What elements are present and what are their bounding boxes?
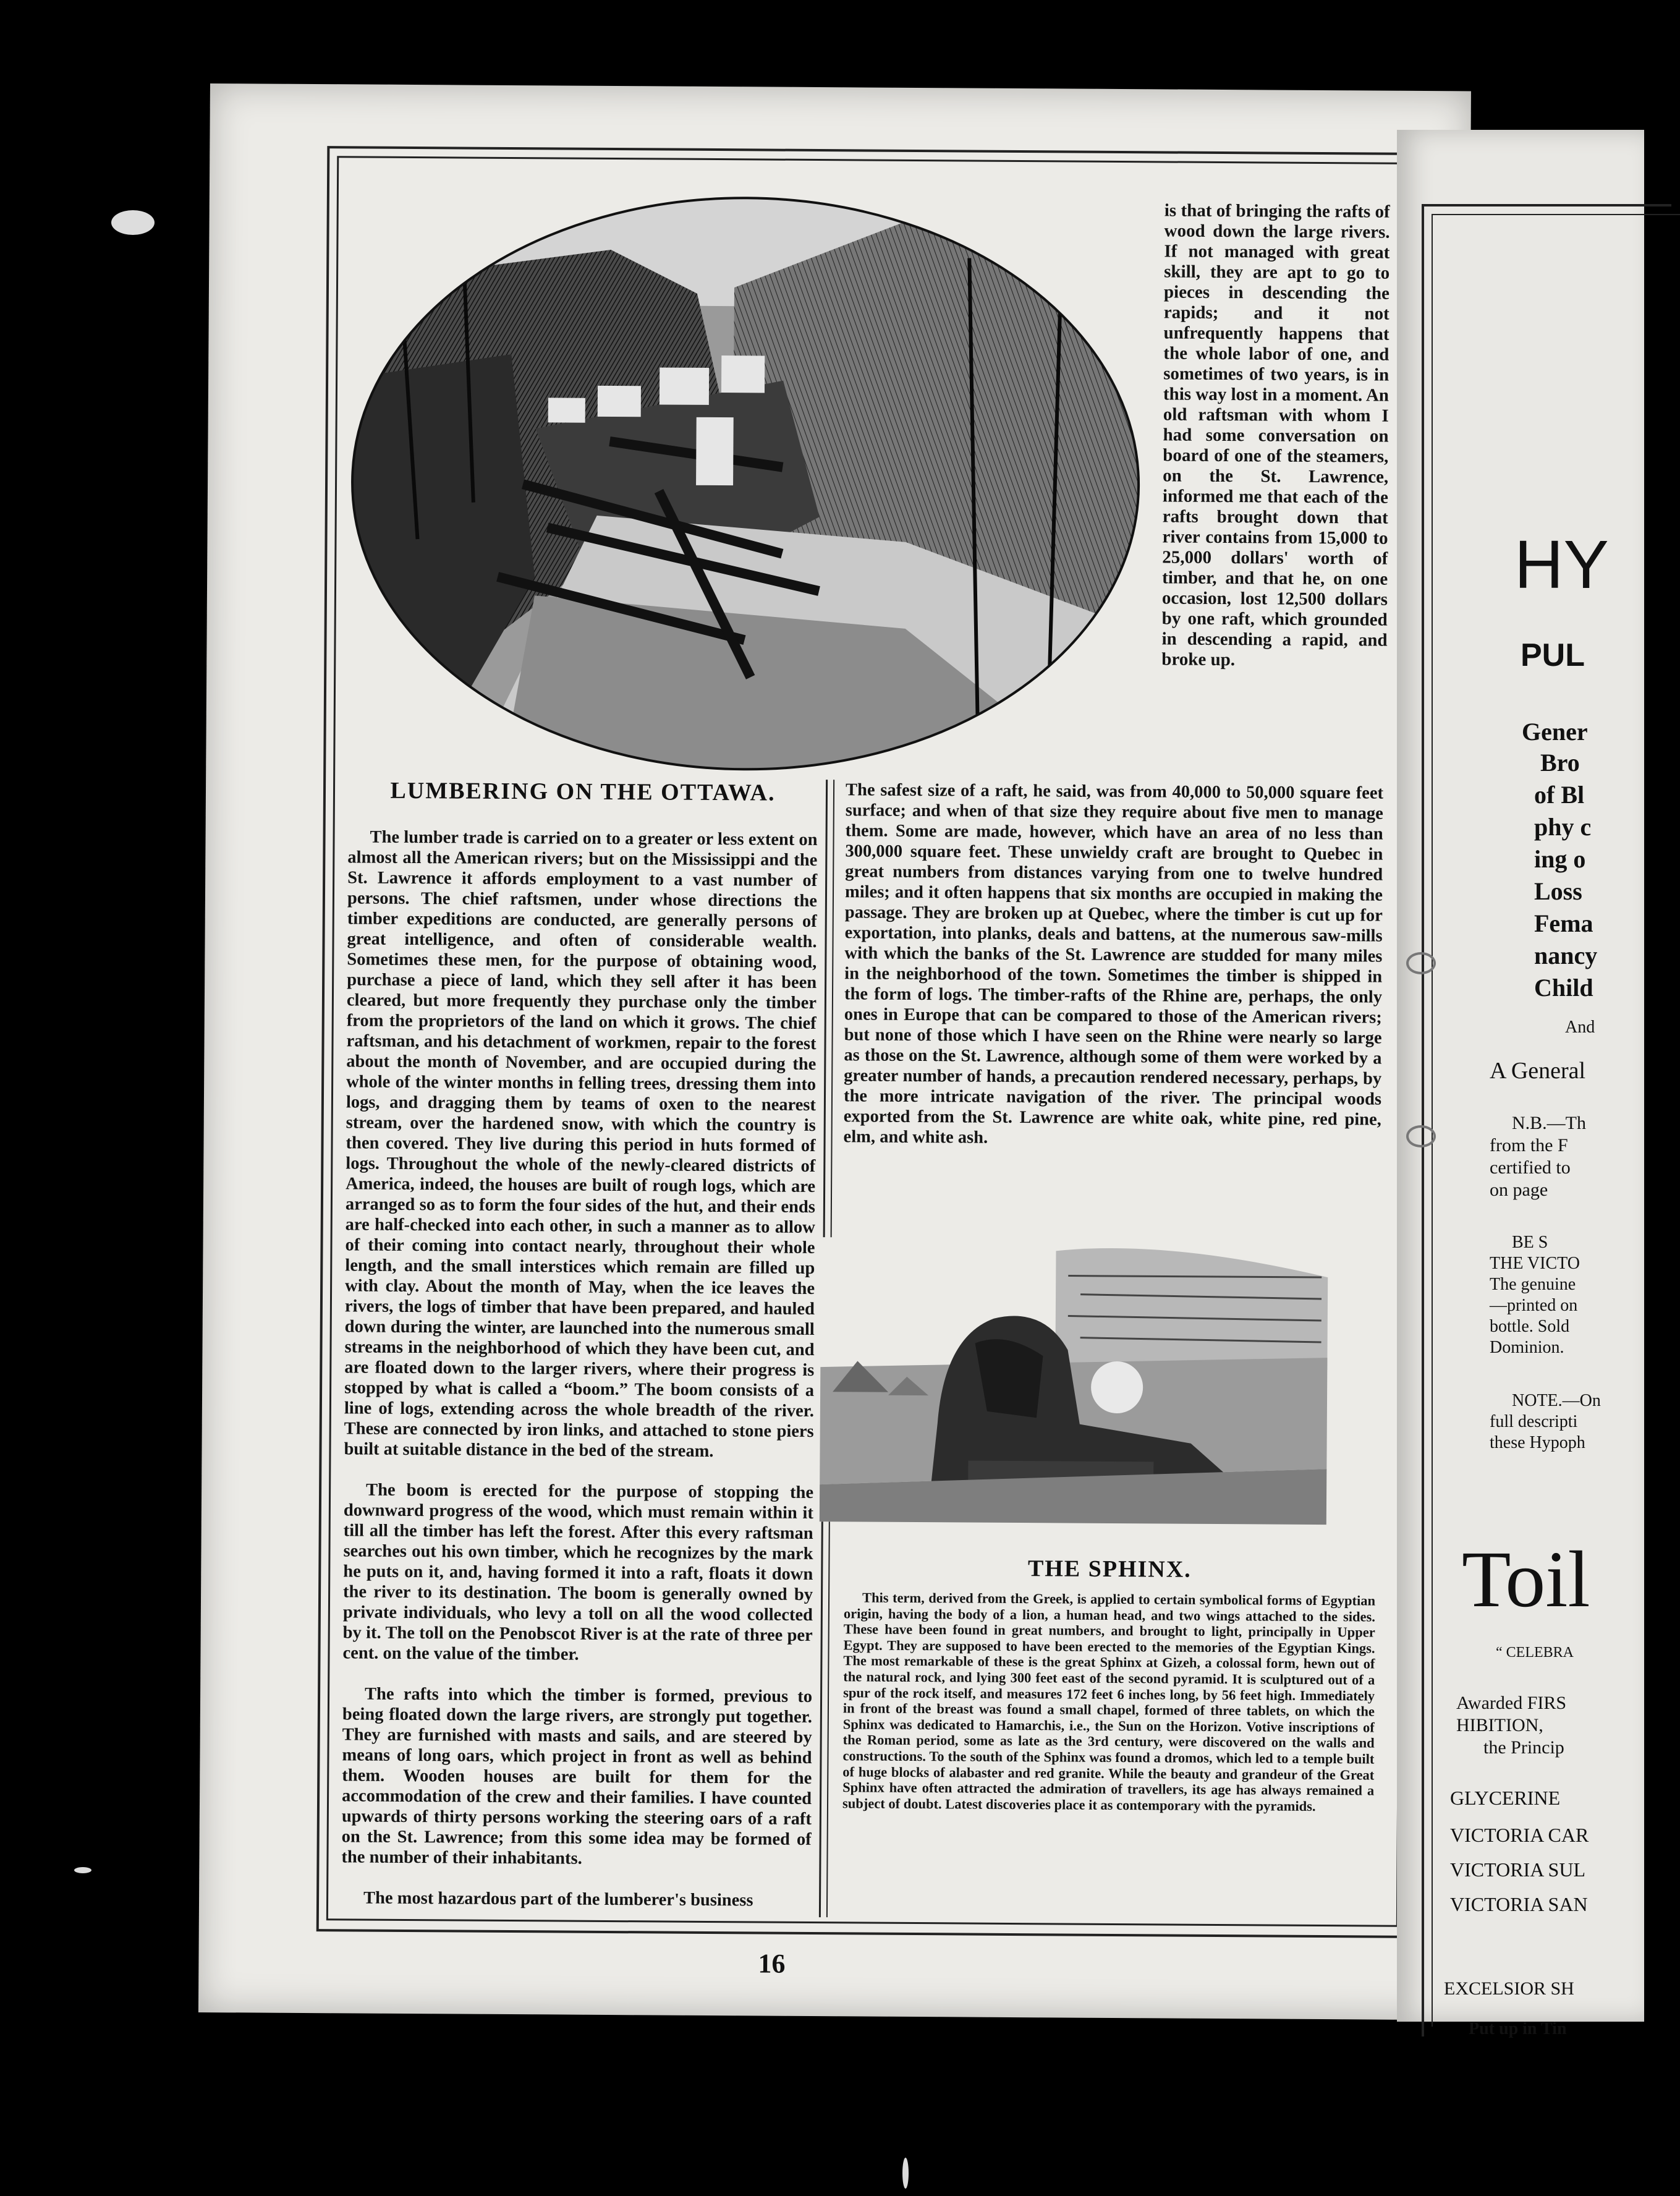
right-page-large-heading: Toil <box>1462 1535 1590 1624</box>
right-page-subheading: PUL <box>1521 637 1585 673</box>
right-page-product: VICTORIA SUL <box>1450 1858 1585 1881</box>
lumbering-paragraph-3: The rafts into which the timber is formed, previous to being floated down the large rivers, are strongly put together. They are furnished with masts and sails, and are steered by means of long oars, which project in front as well as behind them. Wooden houses are built for them for the accommodation of the crew and their families. I have counted upwards of thirty persons working the steering oars of a raft on the St. Lawrence; from this some idea may be formed of the number of their inhabitants. <box>341 1684 813 1868</box>
right-page-line: A General <box>1490 1058 1586 1084</box>
right-page-line: Loss <box>1534 877 1582 905</box>
lumbering-paragraph-4: The most hazardous part of the lumberer's business <box>363 1888 753 1910</box>
sphinx-text: This term, derived from the Greek, is applied to certain symbolical forms of Egyptian origin, having the body of a lion, a human head, and two wings attached to the sides. These have been found in great numbers, and brought to light, principally in Upper Egypt. They are supposed to have been erected to the memories of the Egyptian Kings. The most remarkable of these is the great Sphinx at Gizeh, a colossal form, hewn out of the natural rock, and lying 300 feet east of the second pyramid. It is sculptured out of a spur of the rock itself, and measures 172 feet 6 inches long, by 56 feet high. Immediately in front of the breast was found a small chapel, formed of three tablets, on which the Sphinx was dedicated to Hamarchis, i.e., the Sun on the Horizon. Votive inscriptions of the Roman period, some as late as the 3rd century, were discovered on the walls and constructions. To the south of the Sphinx was found a dromos, which led to a temple built of huge blocks of alabaster and red granite. While the beauty and grandeur of the Great Sphinx have often attracted the admiration of travellers, its age has always remained a subject of doubt. Latest discoveries place it as contemporary with the pyramids. <box>842 1590 1376 1814</box>
right-page-product: VICTORIA CAR <box>1450 1824 1589 1846</box>
lumbering-right-column: The safest size of a raft, he said, was from 40,000 to 50,000 square feet surface; and when of that size they require about five men to manage them. Some are made, however, which have an area of no less than 300,000 square feet. These unwieldy craft are brought to Quebec in great numbers from distances varying from one to twelve hundred miles; and it often happens that six months are occupied in making the passage. They are broken up at Quebec, where the timber is cut up for exportation, into planks, deals and battens, at the numerous saw-mills with which the banks of the St. Lawrence are studded for many miles in the neighborhood of the town. Sometimes the timber is shipped in the form of logs. The timber-rafts of the Rhine are, perhaps, the only ones in Europe that can be compared to those of the American rivers; but none of those which I have seen on the Rhine were nearly so large as those on the St. Lawrence, although some of them were worked by a greater number of hands, a precaution rendered necessary, perhaps, by the more intricate navigation of the river. The principal woods exported from the St. Lawrence are white oak, white pine, red pine, elm, and white ash. <box>843 780 1384 1147</box>
right-page <box>1397 130 1644 2038</box>
sphinx-engraving <box>820 1237 1328 1525</box>
right-page-line: N.B.—Th <box>1512 1113 1586 1133</box>
right-page-heading: HY <box>1514 527 1609 603</box>
right-page-product: VICTORIA SAN <box>1450 1893 1588 1915</box>
film-speck <box>902 2158 909 2189</box>
film-speck <box>74 1867 91 1873</box>
right-page-line: And <box>1565 1018 1595 1037</box>
right-page-line: ing o <box>1534 845 1586 873</box>
right-page-line: Awarded FIRS <box>1456 1693 1567 1713</box>
right-page-line: Fema <box>1534 909 1593 937</box>
lumbering-left-column <box>341 806 818 1931</box>
right-page-line: on page <box>1490 1180 1548 1200</box>
film-speck <box>111 210 155 235</box>
right-page-line: full descripti <box>1490 1412 1578 1431</box>
lumbering-paragraph-1: The lumber trade is carried on to a greater or less extent on almost all the American rivers; but on the Mississippi and the St. Lawrence it affords employment to a vast number of persons. The chief raftsmen, under whose directions the timber expeditions are conducted, are generally persons of great intelligence, and often of considerable wealth. Sometimes these men, for the purpose of obtaining wood, purchase a piece of land, which they sell after it has been cleared, but more frequently they purchase only the timber from the proprietors of the land on which it grows. The chief raftsman, and his detachment of workmen, repair to the forest about the month of November, and are occupied during the whole of the winter months in felling trees, dressing them into logs, and dragging them by teams of oxen to the nearest stream, over the hardened snow, with which the country is then covered. They live during this period in huts formed of logs. Throughout the whole of the newly-cleared districts of America, indeed, the houses are built of rough logs, which are arranged so as to form the four sides of the hut, and their ends are half-checked into each other, in such a manner as to allow of their coming into contact nearly, throughout their whole length, and the small interstices which remain are filled up with clay. About the month of May, when the ice leaves the rivers, the logs of timber that have been prepared, and hauled down during the winter, are launched into the numerous small streams in the neighborhood of which they have been cut, and are floated down to the larger rivers, where their progress is stopped by what is called a “boom.” The boom consists of a line of logs, extending across the whole breadth of the river. These are connected by iron links, and attached to stone piers built at suitable distance in the bed of the stream. <box>344 827 818 1462</box>
right-page-line: Put up in Tin <box>1469 2019 1567 2038</box>
right-page-line: —printed on <box>1490 1296 1578 1315</box>
lumbering-title: LUMBERING ON THE OTTAWA. <box>390 777 776 806</box>
page-number: 16 <box>758 1948 786 1979</box>
right-page-line: Gener <box>1522 718 1588 746</box>
lumbering-right-column-top: is that of bringing the rafts of wood down the large rivers. If not managed with great skill, they are apt to go to pieces in descending the rapids; and it not unfrequently happens that the whole labor of one, and sometimes of two years, is in this way lost in a moment. An old raftsman with whom I had some conversation on board of one of the steamers, on the St. Lawrence, informed me that each of the rafts brought down that river contains from 15,000 to 25,000 dollars' worth of timber, and that he, on one occasion, lost 12,500 dollars by one raft, which grounded in descending a rapid, and broke up. <box>1161 200 1390 670</box>
right-page-product: GLYCERINE <box>1450 1787 1561 1809</box>
binder-ring-top <box>1406 952 1436 974</box>
right-page-line: these Hypoph <box>1490 1433 1585 1452</box>
lumbering-paragraph-2: The boom is erected for the purpose of stopping the downward progress of the wood, which must remain within it till all the timber has left the forest. After this every raftsman searches out his own timber, which he recognizes by the mark he puts on it, and, having formed it into a raft, floats it down the river to its destination. The boom is generally owned by private individuals, who levy a toll on all the wood collected by it. The toll on the Penobscot River is at the rate of three per cent. on the value of the timber. <box>342 1480 814 1664</box>
lumbering-engraving <box>348 192 1143 775</box>
sphinx-title: THE SPHINX. <box>1027 1556 1192 1583</box>
right-page-line: HIBITION, <box>1456 1715 1543 1735</box>
right-page-line: Child <box>1534 974 1593 1002</box>
right-page-line: Dominion. <box>1490 1338 1564 1357</box>
left-page <box>198 83 1471 2020</box>
right-page-line: THE VICTO <box>1490 1254 1580 1273</box>
right-page-line: BE S <box>1512 1233 1548 1252</box>
right-page-line: bottle. Sold <box>1490 1317 1570 1336</box>
right-page-line: The genuine <box>1490 1275 1576 1294</box>
right-page-line: EXCELSIOR SH <box>1444 1978 1574 1999</box>
right-page-line: the Princip <box>1483 1737 1564 1758</box>
right-page-line: “ CELEBRA <box>1496 1645 1574 1661</box>
right-page-line: of Bl <box>1534 781 1585 809</box>
right-page-line: certified to <box>1490 1157 1571 1178</box>
right-page-line: Bro <box>1540 749 1580 777</box>
right-page-line: from the F <box>1490 1135 1568 1155</box>
right-page-line: NOTE.—On <box>1512 1391 1601 1410</box>
right-page-line: nancy <box>1534 942 1598 969</box>
binder-ring-bottom <box>1406 1125 1436 1147</box>
right-page-line: phy c <box>1534 813 1592 841</box>
